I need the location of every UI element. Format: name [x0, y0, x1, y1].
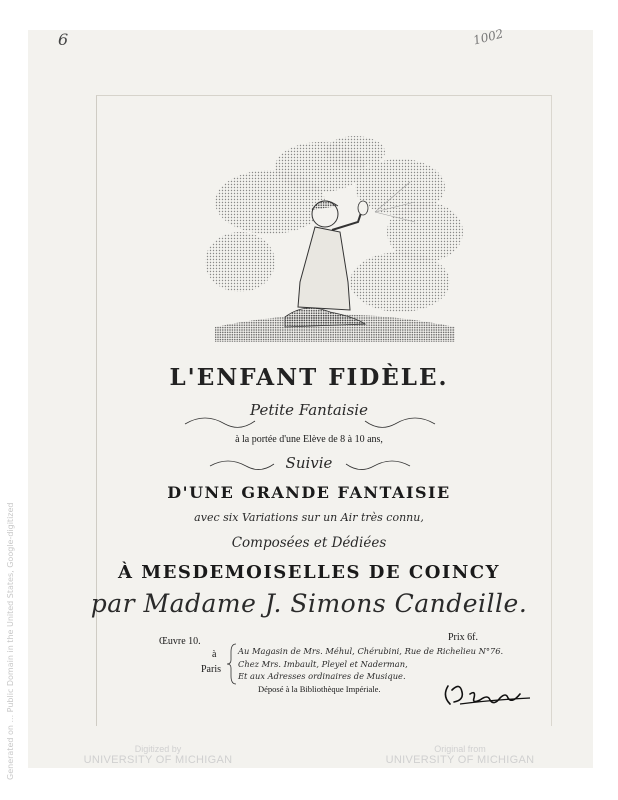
depose-note: Déposé à la Bibliothèque Impériale. — [258, 684, 381, 694]
corner-mark-right: 1002 — [471, 26, 505, 48]
address-line-2: Chez Mrs. Imbault, Pleyel et Naderman, — [238, 659, 408, 669]
watermark-digitized — [78, 744, 238, 766]
price-label: Prix 6f. — [448, 632, 478, 643]
work-title: L'ENFANT FIDÈLE. — [169, 364, 449, 391]
location-a: à — [212, 649, 217, 660]
address-brace — [227, 643, 237, 685]
watermark-original-line2: UNIVERSITY OF MICHIGAN — [385, 754, 535, 766]
author-line: par Madame J. Simons Candeille. — [90, 589, 528, 618]
handwritten-signature — [440, 680, 536, 708]
address-line-3: Et aux Adresses ordinaires de Musique. — [238, 671, 406, 681]
watermark-digitized-line1: Digitized by — [134, 744, 182, 754]
dedication-heading: À MESDEMOISELLES DE COINCY — [118, 562, 500, 583]
margin-note: Generated on ... Public Domain in the United States, Google-digitized — [6, 502, 15, 780]
corner-mark-left: 6 — [58, 30, 69, 49]
location-paris: Paris — [201, 664, 221, 675]
composees-line: Composées et Dédiées — [231, 535, 387, 551]
address-line-1: Au Magasin de Mrs. Méhul, Chérubini, Rue de Richelieu N°76. — [238, 646, 504, 656]
subtitle-note: à la portée d'une Elève de 8 à 10 ans, — [235, 434, 383, 445]
subtitle: Petite Fantaisie — [250, 401, 368, 419]
ground — [215, 315, 455, 343]
kneeling-child-illustration — [200, 132, 470, 342]
grande-fantaisie-heading: D'UNE GRANDE FANTAISIE — [167, 483, 451, 502]
opus-number: Œuvre 10. — [159, 636, 201, 647]
watermark-digitized-line2: UNIVERSITY OF MICHIGAN — [83, 754, 233, 766]
watermark-original-line1: Original from — [434, 744, 486, 754]
suivie-label: Suivie — [285, 454, 333, 472]
variations-line: avec six Variations sur un Air très connu, — [194, 511, 424, 524]
watermark-original — [380, 744, 540, 766]
